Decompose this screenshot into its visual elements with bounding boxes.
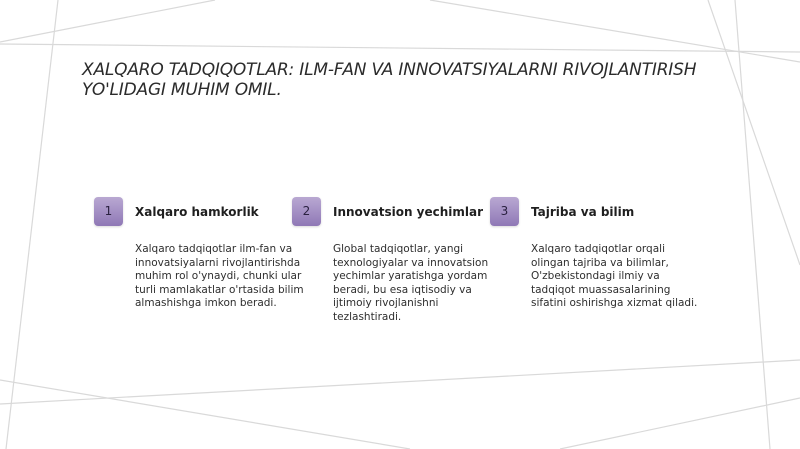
bg-line [430, 0, 800, 62]
number-badge-3: 3 [490, 197, 519, 226]
bg-line [0, 44, 800, 52]
card-heading-2: Innovatsion yechimlar [333, 205, 484, 219]
bg-line [6, 0, 58, 449]
number-badge-2: 2 [292, 197, 321, 226]
bg-line [560, 398, 800, 449]
card-body-3: Xalqaro tadqiqotlar orqali olingan tajriba va bilimlar, O'zbekistondagi ilmiy va tadqiqot muassasalarining sifatini oshirishga xizmat qiladi. [531, 243, 698, 309]
card-body-2: Global tadqiqotlar, yangi texnologiyalar va innovatsion yechimlar yaratishga yordam beradi, bu esa iqtisodiy va ijtimoiy rivojlanishni tezlashtiradi. [333, 243, 489, 323]
bg-line [708, 0, 800, 265]
slide-title: XALQARO TADQIQOTLAR: ILM-FAN VA INNOVATSIYALARNI RIVOJLANTIRISH YO'LIDAGI MUHIM OMIL. [82, 60, 697, 100]
bg-line [735, 0, 770, 449]
bg-line [0, 380, 410, 449]
card-body-1: Xalqaro tadqiqotlar ilm-fan va innovatsiyalarni rivojlantirishda muhim rol o'ynaydi, chunki ular turli mamlakatlar o'rtasida bilim almashishga imkon beradi. [135, 243, 304, 309]
card-heading-3: Tajriba va bilim [531, 205, 635, 219]
number-badge-1: 1 [94, 197, 123, 226]
card-heading-1: Xalqaro hamkorlik [135, 205, 259, 219]
bg-line [0, 0, 215, 42]
bg-line [0, 360, 800, 404]
